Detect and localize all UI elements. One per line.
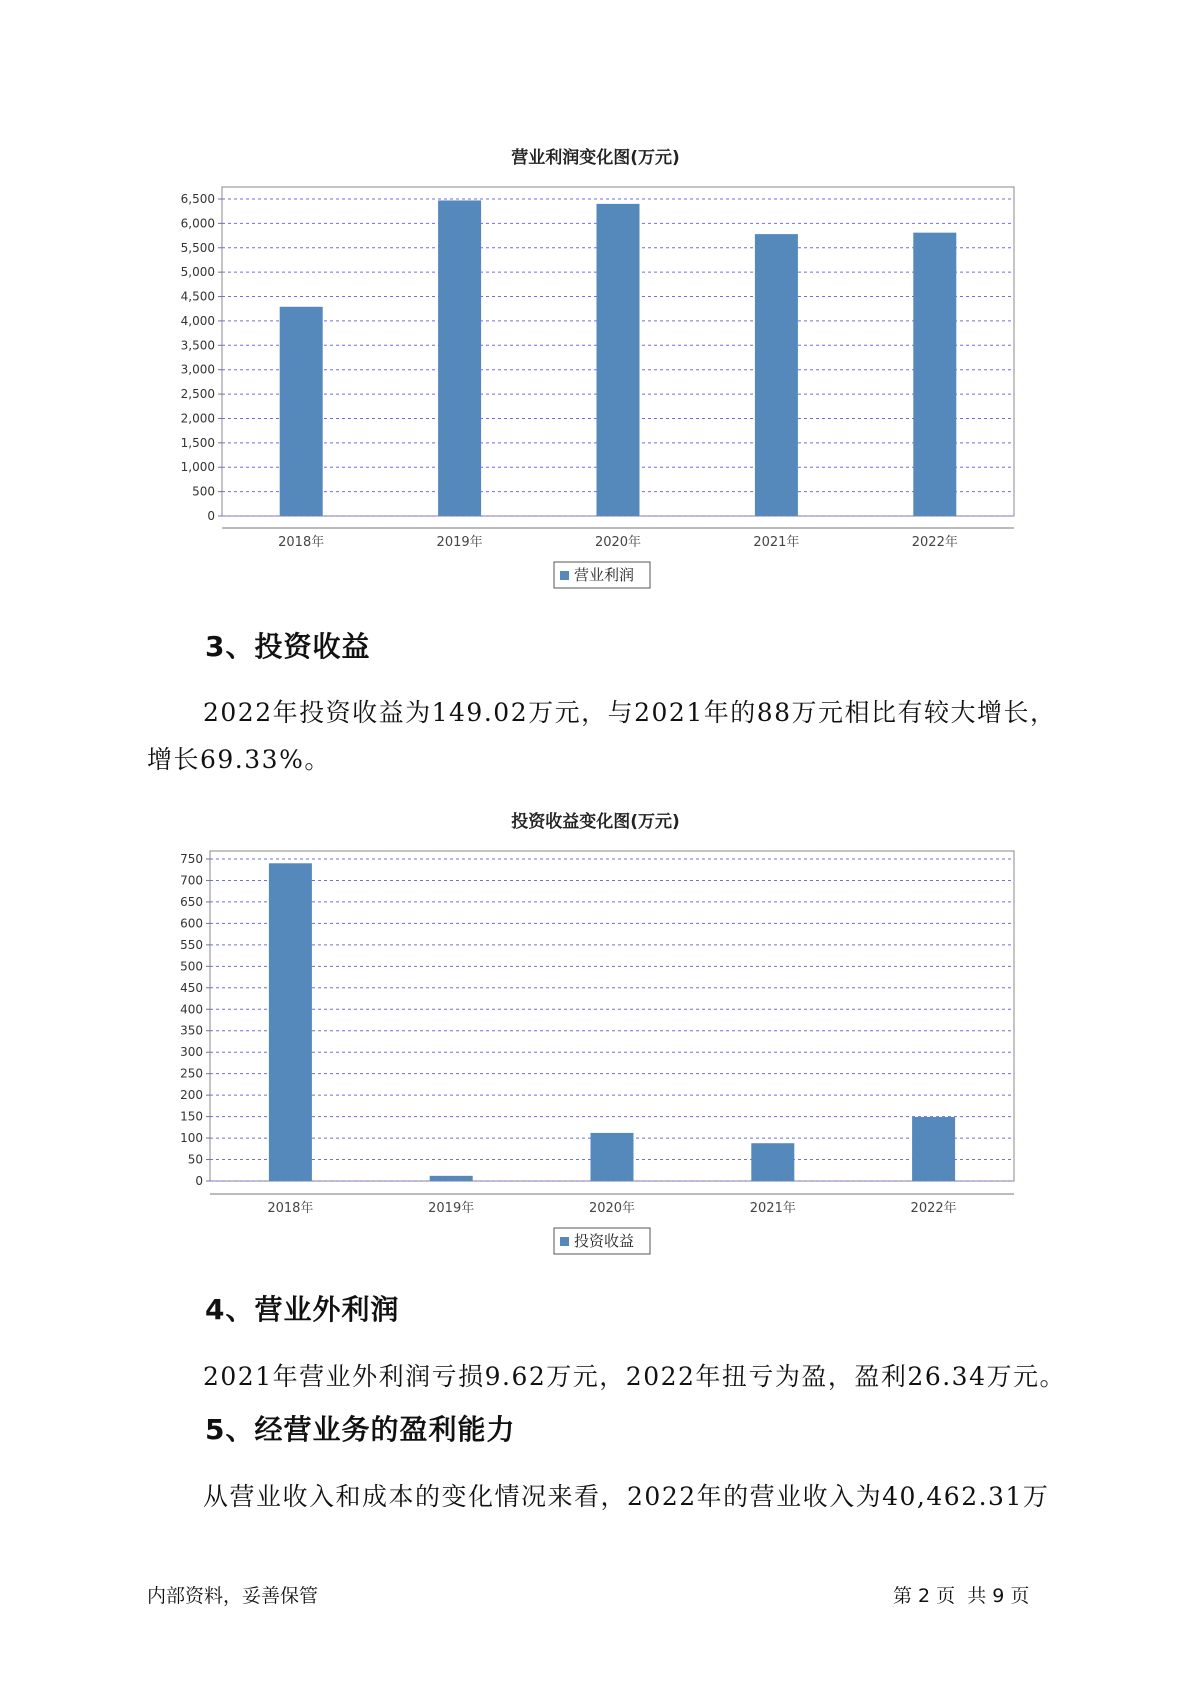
bar-2 <box>438 200 481 516</box>
section-4-heading: 4、营业外利润 <box>205 1293 400 1326</box>
y-tick-label: 4,000 <box>180 313 215 328</box>
bar-4 <box>755 234 798 516</box>
section-3-heading: 3、投资收益 <box>205 630 371 663</box>
bar-1 <box>269 863 312 1181</box>
y-tick-label: 3,000 <box>180 362 215 377</box>
section-4-paragraph: 2021年营业外利润亏损9.62万元，2022年扭亏为盈，盈利26.34万元。 <box>203 1362 1066 1391</box>
bar-5 <box>912 1117 955 1181</box>
y-tick-label: 5,500 <box>180 240 215 255</box>
x-tick-label: 2019年 <box>428 1201 475 1216</box>
y-tick-label: 50 <box>187 1152 203 1167</box>
y-tick-label: 500 <box>192 484 215 499</box>
y-tick-label: 100 <box>180 1131 203 1146</box>
y-tick-label: 500 <box>180 959 203 974</box>
investment-income-chart <box>0 840 1191 1260</box>
x-tick-label: 2022年 <box>911 535 958 550</box>
y-tick-label: 600 <box>180 916 203 931</box>
bar-5 <box>913 233 956 516</box>
x-tick-label: 2020年 <box>588 1201 636 1216</box>
footer-page-number: 第 2 页 共 9 页 <box>893 1585 1030 1607</box>
y-tick-label: 1,500 <box>180 435 215 450</box>
section-5-heading: 5、经营业务的盈利能力 <box>205 1413 516 1446</box>
chart2-title: 投资收益变化图(万元) <box>511 812 680 832</box>
y-tick-label: 6,000 <box>180 216 215 231</box>
y-tick-label: 0 <box>207 509 215 523</box>
footer-confidential-note: 内部资料，妥善保管 <box>147 1585 319 1607</box>
bar-4 <box>751 1143 794 1181</box>
y-tick-label: 750 <box>180 852 203 866</box>
y-tick-label: 4,500 <box>180 289 215 304</box>
y-tick-label: 1,000 <box>180 460 215 475</box>
x-tick-label: 2018年 <box>278 535 325 550</box>
section-5-paragraph: 从营业收入和成本的变化情况来看，2022年的营业收入为40,462.31万 <box>203 1482 1050 1511</box>
x-tick-label: 2021年 <box>753 535 800 550</box>
legend-swatch <box>560 571 569 580</box>
x-tick-label: 2020年 <box>594 535 642 550</box>
x-tick-label: 2021年 <box>749 1201 796 1216</box>
x-tick-label: 2019年 <box>436 535 483 550</box>
y-tick-label: 700 <box>180 873 203 888</box>
x-tick-label: 2022年 <box>910 1201 957 1216</box>
y-tick-label: 6,500 <box>180 192 215 206</box>
y-tick-label: 2,000 <box>180 411 215 426</box>
y-tick-label: 400 <box>180 1002 203 1017</box>
bar-3 <box>597 204 640 516</box>
bar-1 <box>280 307 323 516</box>
y-tick-label: 3,500 <box>180 338 215 353</box>
y-tick-label: 5,000 <box>180 265 215 280</box>
legend-swatch <box>560 1237 569 1246</box>
y-tick-label: 350 <box>180 1023 203 1038</box>
bar-3 <box>591 1133 634 1181</box>
bar-2 <box>430 1176 473 1181</box>
y-tick-label: 450 <box>180 980 203 995</box>
y-tick-label: 150 <box>180 1109 203 1124</box>
y-tick-label: 650 <box>180 894 203 909</box>
legend-label: 投资收益 <box>574 1232 635 1250</box>
y-tick-label: 250 <box>180 1066 203 1081</box>
y-tick-label: 2,500 <box>180 387 215 402</box>
section-3-paragraph-line2: 增长69.33%。 <box>147 745 331 774</box>
y-tick-label: 0 <box>195 1174 203 1188</box>
y-tick-label: 200 <box>180 1088 203 1103</box>
y-tick-label: 550 <box>180 937 203 952</box>
plot-area <box>210 851 1014 1181</box>
section-3-paragraph-line1: 2022年投资收益为149.02万元，与2021年的88万元相比有较大增长， <box>203 698 1057 727</box>
chart1-title: 营业利润变化图(万元) <box>511 148 680 168</box>
x-tick-label: 2018年 <box>267 1201 314 1216</box>
legend-label: 营业利润 <box>574 566 635 584</box>
operating-profit-chart <box>0 170 1191 770</box>
y-tick-label: 300 <box>180 1045 203 1060</box>
